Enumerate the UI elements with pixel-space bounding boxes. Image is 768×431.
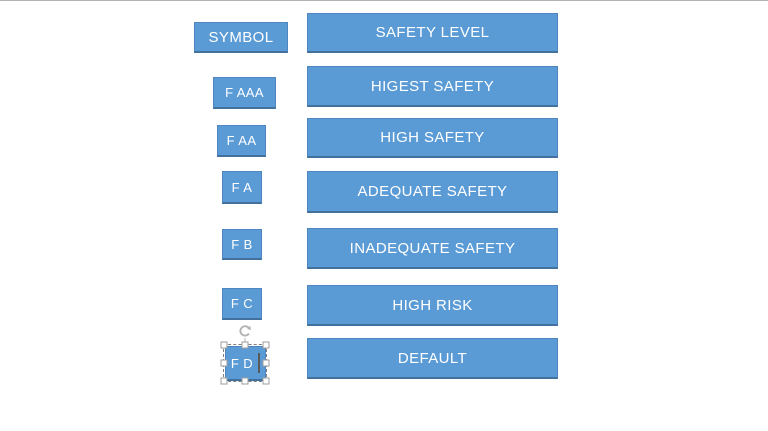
shape-level-default[interactable] xyxy=(307,338,558,379)
symbol-label: F C xyxy=(230,296,254,311)
shape-symbol-f-aa[interactable] xyxy=(217,125,266,157)
level-label: ADEQUATE SAFETY xyxy=(357,183,508,200)
shape-symbol-f-aaa[interactable] xyxy=(213,77,276,109)
rotate-handle-icon[interactable] xyxy=(238,324,253,339)
shape-symbol-header[interactable] xyxy=(194,22,288,53)
shape-symbol-f-a[interactable] xyxy=(222,171,262,204)
resize-handle-e[interactable] xyxy=(263,360,270,367)
symbol-label: F A xyxy=(231,179,253,195)
symbol-label: F B xyxy=(231,236,253,252)
resize-handle-ne[interactable] xyxy=(263,342,270,349)
level-label: DEFAULT xyxy=(397,349,468,367)
resize-handle-n[interactable] xyxy=(242,342,249,349)
selection-outline xyxy=(223,344,267,382)
level-label: HIGH RISK xyxy=(392,296,473,314)
symbol-label: F AAA xyxy=(225,85,264,100)
shape-symbol-f-b[interactable] xyxy=(222,229,262,260)
symbol-label: F D xyxy=(230,355,254,371)
resize-handle-w[interactable] xyxy=(221,360,228,367)
resize-handle-s[interactable] xyxy=(242,378,249,385)
resize-handle-nw[interactable] xyxy=(221,342,228,349)
shape-symbol-f-c[interactable] xyxy=(222,288,262,320)
shape-level-high-risk[interactable] xyxy=(307,285,558,326)
slide-top-edge-line xyxy=(0,0,768,1)
shape-level-header[interactable] xyxy=(307,13,558,53)
level-header-label: SAFETY LEVEL xyxy=(375,24,490,41)
symbol-header-label: SYMBOL xyxy=(208,28,274,46)
symbol-label: F AA xyxy=(226,133,257,148)
shape-level-high-safety[interactable] xyxy=(307,118,558,158)
resize-handle-se[interactable] xyxy=(263,378,270,385)
level-label: HIGEST SAFETY xyxy=(370,77,495,95)
level-label: HIGH SAFETY xyxy=(380,129,485,146)
shape-level-higest-safety[interactable] xyxy=(307,66,558,107)
shape-level-inadequate-safety[interactable] xyxy=(307,228,558,269)
level-label: INADEQUATE SAFETY xyxy=(349,239,516,257)
resize-handle-sw[interactable] xyxy=(221,378,228,385)
shape-level-adequate-safety[interactable] xyxy=(307,171,558,213)
